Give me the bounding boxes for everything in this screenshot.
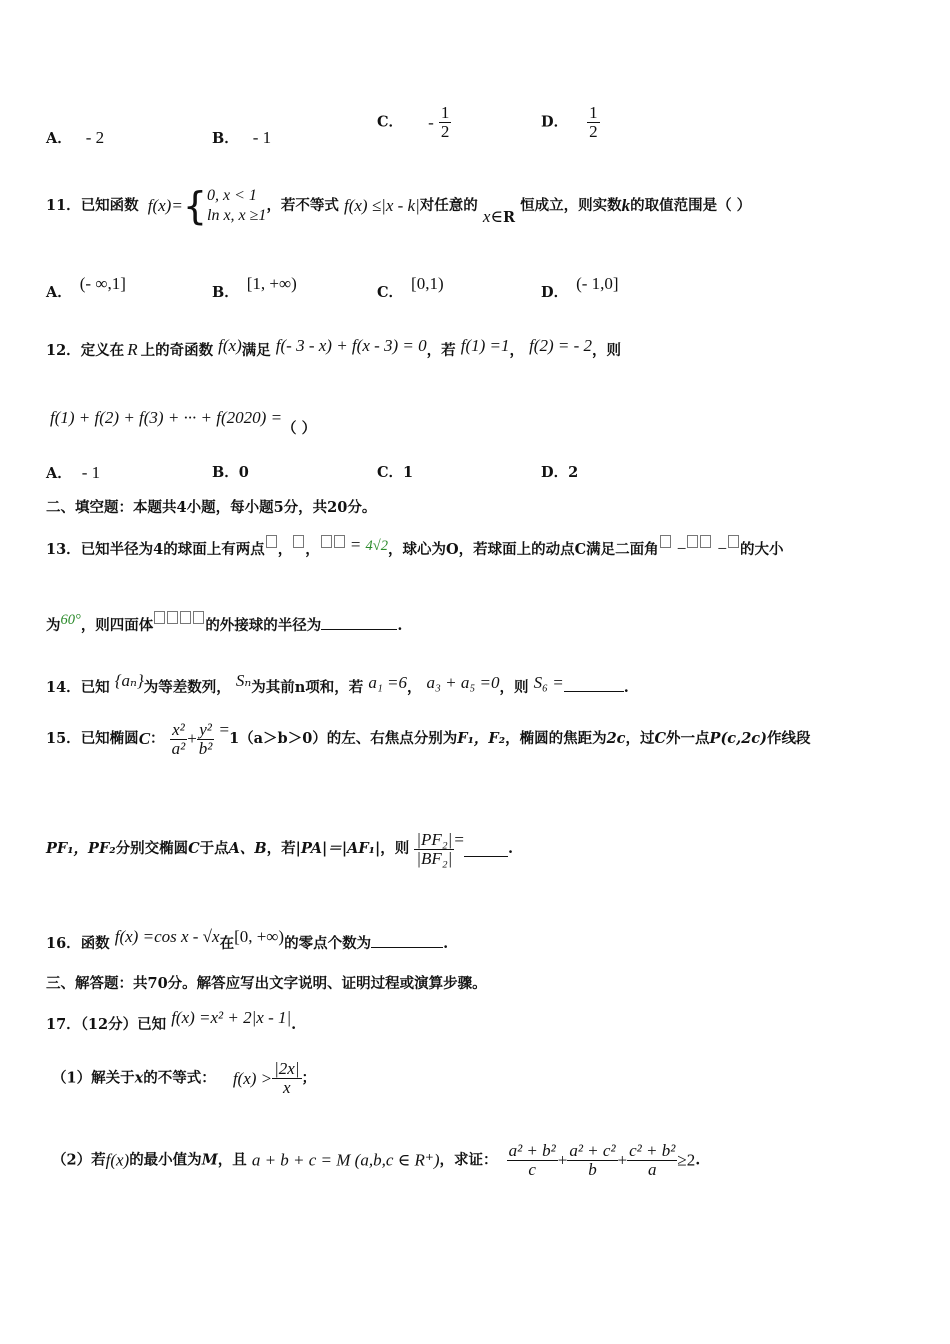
q11-option-b: B． [1, +∞) bbox=[212, 274, 297, 301]
q15-ratio-fraction: $\frac{\text{|PF₂|}}{\text{|BF₂|}}$ bbox=[416, 829, 453, 868]
q10-option-c-fraction: $\frac{1}{2}$ bbox=[440, 103, 450, 141]
q11-option-d: D． (- 1,0] bbox=[541, 274, 619, 301]
question-15: 15．已知椭圆C： $\frac{\text{x²}}{\text{a²}}$ + $\frac{\text{y²}}{\text{b²}}$ =1（a＞b＞0）的左、右焦点分别为F₁，F₂，椭圆的焦距为2c，过C外一点P(c,2c)作线段 bbox=[46, 719, 811, 758]
question-15-line2: PF₁，PF₂分别交椭圆C于点A、B，若|PA|＝|AF₁|，则 $\frac{\text{|PF₂|}}{\text{|BF₂|}}$ = . bbox=[46, 829, 514, 868]
question-12: 12．定义在 R 上的奇函数 f(x)满足 f(- 3 - x) + f(x - 3) = 0，若 f(1) =1， f(2) = - 2，则 bbox=[46, 336, 621, 359]
q10-option-a-value: - 2 bbox=[85, 128, 105, 147]
answer-blank bbox=[321, 615, 397, 630]
q12-option-a: A． - 1 bbox=[46, 463, 101, 482]
q10-option-a: A． - 2 bbox=[46, 128, 105, 147]
q17-fraction-1: $\frac{\text{a² + b²}}{c}$ bbox=[508, 1141, 556, 1179]
q10-option-d-fraction: $\frac{1}{2}$ bbox=[589, 103, 598, 141]
q11-option-c: C． [0,1) bbox=[377, 274, 444, 301]
question-17: 17．（12分）已知 f(x) =x² + 2|x - 1|. bbox=[46, 1008, 297, 1033]
q17-part1-fraction: $\frac{|2x|}{x}$ bbox=[274, 1059, 300, 1097]
q12-option-c: C．1 bbox=[377, 464, 414, 481]
question-12-sum: f(1) + f(2) + f(3) + ··· + f(2020) =（ ） bbox=[50, 408, 317, 437]
question-17-part-2: （2）若f(x)的最小值为M，且 a + b + c = M (a,b,c ∈ R⁺)，求证： $\frac{\text{a² + b²}}{c}$ + $\frac{\text{a² + c²}}{b}$ + $\frac{\text{c² + b²}}{a}$ ≥2. bbox=[52, 1141, 701, 1179]
q17-fraction-3: $\frac{\text{c² + b²}}{a}$ bbox=[629, 1141, 676, 1179]
q11-piecewise: 0, x < 1 ln x, x ≥1 bbox=[207, 187, 267, 224]
q10-option-d: D． $\frac{1}{2}$ bbox=[541, 103, 598, 141]
question-13: 13．已知半径为4的球面上有两点 ， ， = 4√2，球心为O，若球面上的动点C满足二面角 − − 的大小 bbox=[46, 535, 784, 558]
question-16: 16．函数 f(x) =cos x - √x在[0, +∞)的零点个数为 . bbox=[46, 927, 449, 952]
answer-blank bbox=[464, 842, 508, 857]
question-11: 11．已知函数 f(x)={ 0, x < 1 ln x, x ≥1 ，若不等式 f(x) ≤|x - k|对任意的 x∈R 恒成立，则实数k的取值范围是（ ） bbox=[46, 184, 752, 228]
q13-length-value: 4√2 bbox=[365, 538, 388, 554]
q17-fraction-2: $\frac{\text{a² + c²}}{b}$ bbox=[569, 1141, 616, 1179]
answer-blank bbox=[564, 677, 624, 692]
q10-option-c: C． - $\frac{1}{2}$ bbox=[377, 103, 450, 141]
question-14: 14．已知 {aₙ}为等差数列， Sₙ为其前n项和，若 a₁ =6， a₃ + a₅ =0，则 S₆ = . bbox=[46, 671, 629, 696]
question-13-line2: 为60°，则四面体 的外接球的半径为 . bbox=[46, 612, 403, 634]
q10-option-b: B． - 1 bbox=[212, 128, 272, 147]
q12-option-d: D．2 bbox=[541, 464, 579, 481]
q10-option-b-value: - 1 bbox=[252, 128, 272, 147]
q12-option-b: B．0 bbox=[212, 464, 249, 481]
section-2-heading: 二、填空题：本题共4小题，每小题5分，共20分。 bbox=[46, 499, 377, 516]
question-17-part-1: （1）解关于x的不等式： f(x) > $\frac{|2x|}{x}$ ； bbox=[52, 1059, 317, 1097]
q15-y-fraction: $\frac{\text{y²}}{\text{b²}}$ bbox=[198, 719, 213, 758]
q15-x-fraction: $\frac{\text{x²}}{\text{a²}}$ bbox=[171, 719, 186, 758]
section-3-heading: 三、解答题：共70分。解答应写出文字说明、证明过程或演算步骤。 bbox=[46, 975, 487, 992]
q11-option-a: A． (- ∞,1] bbox=[46, 274, 126, 301]
answer-blank bbox=[371, 933, 443, 948]
q13-angle-value: 60° bbox=[60, 612, 81, 628]
